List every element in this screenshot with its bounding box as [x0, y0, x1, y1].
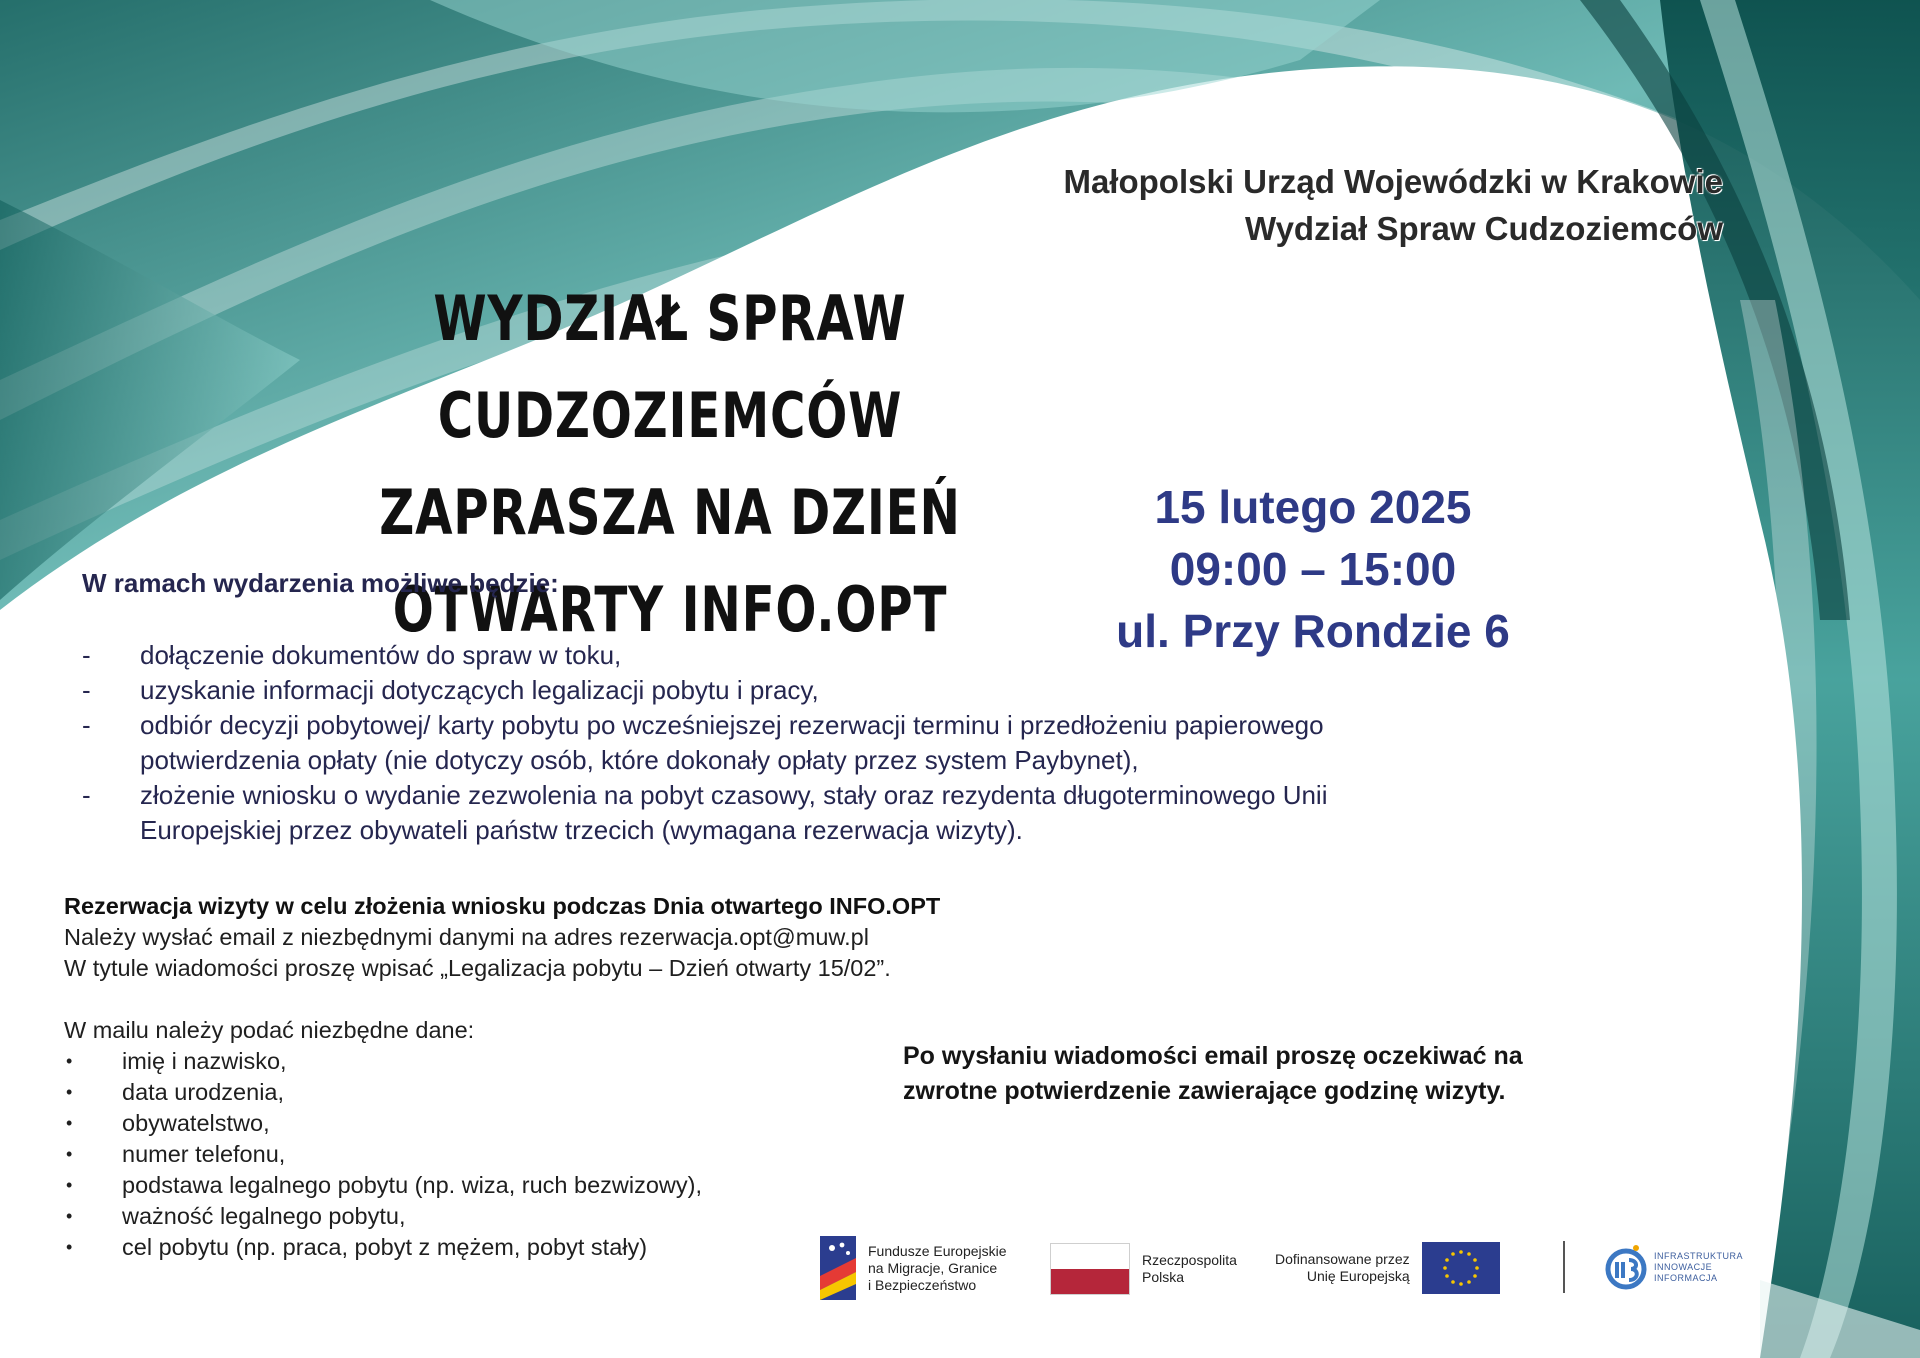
event-address: ul. Przy Rondzie 6 [1116, 605, 1510, 657]
bullet-marker: • [66, 1051, 73, 1071]
required-data-list [64, 1046, 964, 1263]
list-item: - uzyskanie informacji dotyczących legalizacji pobytu i pracy, [82, 673, 1462, 708]
dash-marker: - [82, 710, 91, 740]
iii-logo [1604, 1242, 1743, 1292]
poland-logo [1050, 1243, 1237, 1295]
list-item: • obywatelstwo, [64, 1108, 964, 1139]
dash-marker: - [82, 675, 91, 705]
logo-divider [1563, 1241, 1565, 1293]
confirmation-note [903, 1039, 1623, 1109]
page-title [257, 270, 1084, 658]
eu-funds-logo [820, 1236, 1007, 1300]
headline-line-1: WYDZIAŁ SPRAW CUDZOZIEMCÓW [433, 282, 907, 452]
event-time: 09:00 – 15:00 [1169, 543, 1457, 595]
confirmation-line-1: Po wysłaniu wiadomości email proszę oczekiwać na [903, 1042, 1523, 1070]
spacer [64, 984, 964, 1015]
dash-marker: - [82, 780, 91, 810]
services-intro: W ramach wydarzenia możliwe będzie: [82, 568, 559, 598]
reservation-section [64, 891, 964, 1263]
list-item: • data urodzenia, [64, 1077, 964, 1108]
event-date: 15 lutego 2025 [1154, 481, 1472, 533]
event-details [1075, 476, 1551, 662]
reservation-subject-line: W tytule wiadomości proszę wpisać „Legalizacja pobytu – Dzień otwarty 15/02”. [64, 955, 891, 981]
eu-funds-mark-icon [820, 1236, 856, 1300]
eu-cofunding-logo [1275, 1242, 1500, 1294]
list-item: • ważność legalnego pobytu, [64, 1201, 964, 1232]
confirmation-line-2: zwrotne potwierdzenie zawierające godzinę wizyty. [903, 1077, 1506, 1105]
bullet-marker: • [66, 1237, 73, 1257]
iii-logo-text: INFRASTRUKTURA INNOWACJE INFORMACJA [1654, 1250, 1744, 1283]
bullet-marker: • [66, 1206, 73, 1226]
list-item: - dołączenie dokumentów do spraw w toku, [82, 638, 1462, 673]
required-data-intro: W mailu należy podać niezbędne dane: [64, 1017, 475, 1043]
list-item: • imię i nazwisko, [64, 1046, 964, 1077]
organization-name: Małopolski Urząd Wojewódzki w Krakowie [1063, 163, 1723, 200]
iii-mark-icon [1604, 1242, 1648, 1292]
list-item: • cel pobytu (np. praca, pobyt z mężem, pobyt stały) [64, 1232, 964, 1263]
eu-funds-logo-text: Fundusze Europejskie na Migracje, Granice i Bezpieczeństwo [868, 1242, 1007, 1293]
sponsor-logo-strip [820, 1236, 1760, 1316]
eu-flag-icon [1422, 1242, 1500, 1294]
organization-header [1063, 158, 1723, 252]
list-item: - odbiór decyzji pobytowej/ karty pobytu po wcześniejszej rezerwacji terminu i przedłożeniu papierowego potwierdzenia opłaty (nie dotyczy osób, które dokonały opłaty przez system Paybynet), [82, 710, 1324, 775]
polish-flag-icon [1050, 1243, 1130, 1295]
reservation-title: Rezerwacja wizyty w celu złożenia wniosku podczas Dnia otwartego INFO.OPT [64, 893, 941, 919]
poland-logo-text: Rzeczpospolita Polska [1142, 1252, 1237, 1285]
headline-line-2: ZAPRASZA NA DZIEŃ OTWARTY INFO.OPT [379, 476, 961, 646]
department-name: Wydział Spraw Cudzoziemców [1245, 210, 1723, 247]
reservation-email-line: Należy wysłać email z niezbędnymi danymi na adres rezerwacja.opt@muw.pl [64, 924, 869, 950]
list-item: • podstawa legalnego pobytu (np. wiza, ruch bezwizowy), [64, 1170, 964, 1201]
bullet-marker: • [66, 1113, 73, 1133]
bullet-marker: • [66, 1082, 73, 1102]
bullet-marker: • [66, 1144, 73, 1164]
eu-cofunding-text: Dofinansowane przez Unię Europejską [1275, 1251, 1410, 1284]
bullet-marker: • [66, 1175, 73, 1195]
services-list [82, 638, 1462, 848]
dash-marker: - [82, 640, 91, 670]
list-item: - złożenie wniosku o wydanie zezwolenia na pobyt czasowy, stały oraz rezydenta długoterminowego Unii Europejskiej przez obywateli państw trzecich (wymagana rezerwacja wizyty). [82, 780, 1328, 845]
list-item: • numer telefonu, [64, 1139, 964, 1170]
